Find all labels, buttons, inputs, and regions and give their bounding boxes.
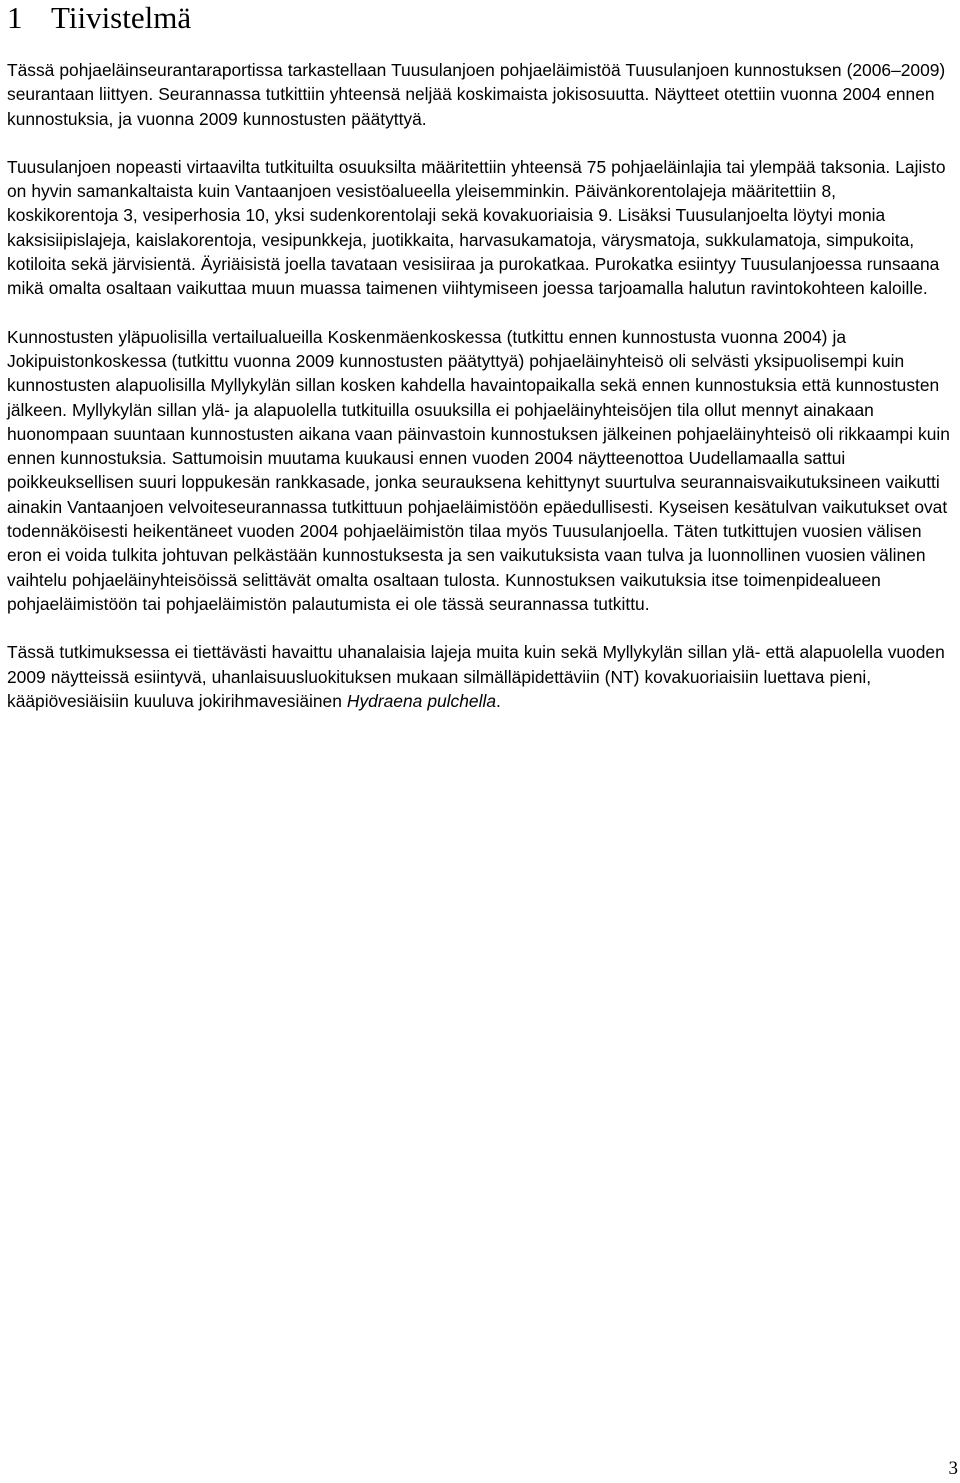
summary-paragraph-threatened xyxy=(7,640,952,713)
document-page xyxy=(7,0,952,713)
species-name: Hydraena pulchella xyxy=(346,690,496,711)
section-title: Tiivistelmä xyxy=(51,0,192,35)
section-heading xyxy=(7,0,952,35)
sentence-end: . xyxy=(496,690,501,711)
summary-paragraph-comparison: Kunnostusten yläpuolisilla vertailualueilla Koskenmäenkoskessa (tutkittu ennen kunnostusta vuonna 2004) ja Jokipuistonkoskessa (tutkittu vuonna 2009 kunnostusten päätyttyä) pohjaeläinyhteisö oli selvästi yksipuolisempi kuin kunnostusten alapuolisilla Myllykylän sillan kosken kahdella havaintopaikalla sekä ennen kunnostuksia että kunnostusten jälkeen. Myllykylän sillan ylä- ja alapuolella tutkituilla osuuksilla ei pohjaeläinyhteisöjen tila ollut mennyt ainakaan huonompaan suuntaan kunnostusten aikana vaan päinvastoin kunnostuksen jälkeinen pohjaeläinyhteisö oli rikkaampi kuin ennen kunnostuksia. Sattumoisin muutama kuukausi ennen vuoden 2004 näytteenottoa Uudellamaalla sattui poikkeuksellisen suuri loppukesän rankkasade, jonka seurauksena kehittynyt suurtulva seurannaisvaikutuksineen vaikutti ainakin Vantaanjoen velvoiteseurannassa tutkittuun pohjaeläimistöön epäedullisesti. Kyseisen kesätulvan vaikutukset ovat todennäköisesti heikentäneet vuoden 2004 pohjaeläimistön tilaa myös Tuusulanjoella. Täten tutkittujen vuosien välisen eron ei voida tulkita johtuvan pelkästään kunnostuksesta ja sen vaikutuksista vaan tulva ja luonnollinen vuosien välinen vaihtelu pohjaeläinyhteisöissä selittävät omalta osaltaan tulosta. Kunnostuksen vaikutuksia itse toimenpidealueen pohjaeläimistöön tai pohjaeläimistön palautumista ei ole tässä seurannassa tutkittu. xyxy=(7,326,950,614)
summary-paragraph-intro: Tässä pohjaeläinseurantaraportissa tarkastellaan Tuusulanjoen pohjaeläimistöä Tuusulanjoen kunnostuksen (2006–2009) seurantaan liittyen. Seurannassa tutkittiin yhteensä neljää koskimaista jokisosuutta. Näytteet otettiin vuonna 2004 ennen kunnostuksia, ja vuonna 2009 kunnostusten päätyttyä. xyxy=(7,60,946,129)
section-number: 1 xyxy=(7,0,23,35)
summary-paragraph-species: Tuusulanjoen nopeasti virtaavilta tutkituilta osuuksilta määritettiin yhteensä 75 pohjaeläinlajia tai ylempää taksonia. Lajisto on hyvin samankaltaista kuin Vantaanjoen vesistöalueella yleisemminkin. Päivänkorentolajeja määritettiin 8, koskikorentoja 3, vesiperhosia 10, yksi sudenkorentolaji sekä kovakuoriaisia 9. Lisäksi Tuusulanjoelta löytyi monia kaksisiipislajeja, kaislakorentoja, vesipunkkeja, juotikkaita, harvasukamatoja, värysmatoja, sukkulamatoja, simpukoita, kotiloita sekä järvisientä. Äyriäisistä joella tavataan vesisiiraa ja purokatkaa. Purokatka esiintyy Tuusulanjoessa runsaana mikä omalta osaltaan vaikuttaa muun muassa taimenen viihtymiseen joessa tarjoamalla halutun ravintokohteen kaloille. xyxy=(7,156,946,299)
threatened-text: Tässä tutkimuksessa ei tiettävästi havaittu uhanalaisia lajeja muita kuin sekä Myllykylän sillan ylä- että alapuolella vuoden 2009 näytteissä esiintyvä, uhanlaisuusluokituksen mukaan silmälläpidettäviin (NT) kovakuoriaisiin luettava pieni, kääpiövesiäisiin kuuluva jokirihmavesiäinen xyxy=(7,642,945,711)
page-number: 3 xyxy=(948,1458,958,1479)
